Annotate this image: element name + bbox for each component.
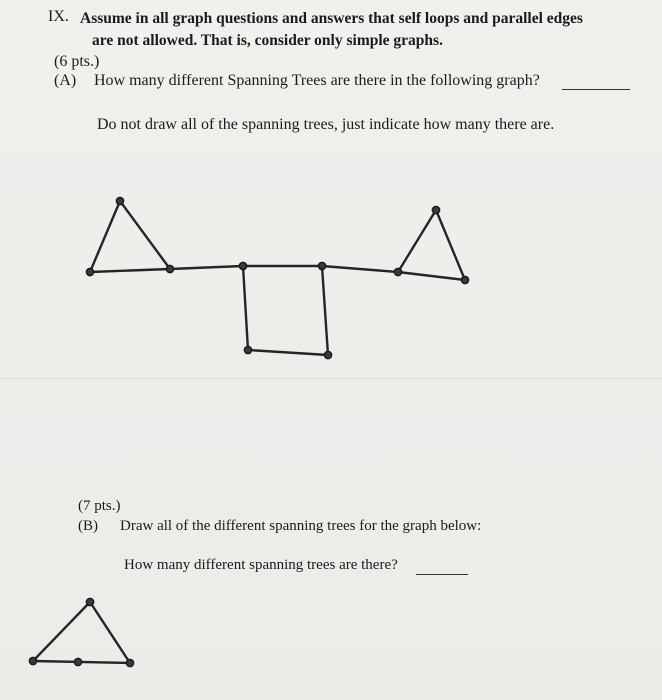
graph-b-vertices <box>29 598 133 666</box>
part-b-question: Draw all of the different spanning trees for the graph below: <box>120 518 482 534</box>
edge <box>90 602 130 663</box>
edge <box>33 602 90 661</box>
part-a-question: How many different Spanning Trees are there in the following graph? <box>94 72 540 89</box>
question-heading-line1: Assume in all graph questions and answers that self loops and parallel edges <box>80 10 583 27</box>
graph-b-edges <box>33 602 130 663</box>
part-b-letter: (B) <box>78 518 98 534</box>
part-a-points: (6 pts.) <box>54 53 100 70</box>
question-number: IX. <box>48 8 69 25</box>
vertex <box>29 657 36 664</box>
part-b-points: (7 pts.) <box>78 498 121 514</box>
vertex <box>86 598 93 605</box>
part-a-letter: (A) <box>54 72 77 89</box>
vertex <box>74 658 81 665</box>
question-heading-line2: are not allowed. That is, consider only simple graphs. <box>92 32 443 49</box>
vertex <box>126 659 133 666</box>
part-a-instruction: Do not draw all of the spanning trees, just indicate how many there are. <box>97 116 555 133</box>
part-b-sub-question: How many different spanning trees are there? <box>124 557 398 573</box>
